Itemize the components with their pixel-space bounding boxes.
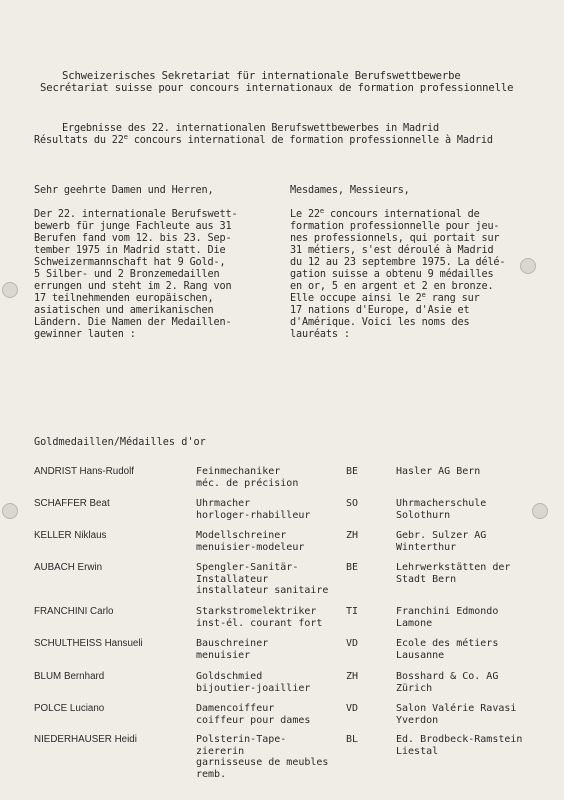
medalist-name: KELLER Niklaus [34, 530, 107, 541]
punch-hole-bottom [2, 503, 18, 519]
german-line-5: Schweizermannschaft hat 9 Gold-, [34, 257, 226, 268]
french-salutation: Mesdames, Messieurs, [290, 185, 410, 196]
french-line-b-3: lauréats : [290, 329, 350, 340]
french-line-a-6: en or, 5 en argent et 2 en bronze. [290, 281, 494, 292]
punch-hole-bottom-right [532, 503, 548, 519]
german-line-7: errungen und steht im 2. Rang von [34, 281, 232, 292]
medalist-name: AUBACH Erwin [34, 562, 103, 573]
header-line-2: Secrétariat suisse pour concours internationaux de formation professionnelle [40, 82, 514, 94]
french-line-b-1: 17 nations d'Europe, d'Asie et [290, 305, 470, 316]
medalist-canton: TI [346, 606, 359, 617]
medalist-profession: Damencoiffeur coiffeur pour dames [196, 703, 311, 726]
german-line-2: bewerb für junge Fachleute aus 31 [34, 221, 232, 232]
german-salutation: Sehr geehrte Damen und Herren, [34, 185, 214, 196]
german-line-10: Ländern. Die Namen der Medaillen- [34, 317, 232, 328]
punch-hole-top [2, 282, 18, 298]
medalist-profession: Modellschreiner menuisier-modeleur [196, 530, 305, 553]
french-line-a-5: gation suisse a obtenu 9 médailles [290, 269, 494, 280]
german-line-1: Der 22. internationale Berufswett- [34, 209, 238, 220]
german-line-11: gewinner lauten : [34, 329, 136, 340]
punch-hole-top-right [520, 258, 536, 274]
medalist-name: SCHAFFER Beat [34, 498, 110, 509]
french-line-a-4: du 12 au 23 septembre 1975. La délé- [290, 257, 506, 268]
french-line-a-1: formation professionnelle pour jeu- [290, 221, 500, 232]
medalist-employer: Franchini Edmondo Lamone [396, 606, 499, 629]
medalist-canton: BL [346, 734, 359, 745]
medalist-profession: Starkstromelektriker inst-él. courant fort [196, 606, 323, 629]
medalist-canton: ZH [346, 671, 359, 682]
medalist-name: ANDRIST Hans-Rudolf [34, 466, 134, 477]
medalist-employer: Uhrmacherschule Solothurn [396, 498, 487, 521]
medalist-canton: SO [346, 498, 359, 509]
french-line-a-2: nes professionnels, qui portait sur [290, 233, 500, 244]
medalist-employer: Ed. Brodbeck-Ramstein Liestal [396, 734, 523, 757]
medalist-employer: Bosshard & Co. AG Zürich [396, 671, 499, 694]
title-line-2: Résultats du 22e concours international de formation professionnelle à Madrid [34, 133, 493, 146]
medalist-employer: Hasler AG Bern [396, 466, 481, 477]
section-title: Goldmedaillen/Médailles d'or [34, 437, 206, 448]
medalist-name: POLCE Luciano [34, 703, 105, 714]
medalist-name: FRANCHINI Carlo [34, 606, 114, 617]
header-line-1: Schweizerisches Sekretariat für internationale Berufswettbewerbe [62, 70, 461, 82]
french-line-a-3: 31 métiers, s'est déroulé à Madrid [290, 245, 494, 256]
medalist-profession: Uhrmacher horloger-rhabilleur [196, 498, 311, 521]
medalist-employer: Gebr. Sulzer AG Winterthur [396, 530, 487, 553]
medalist-canton: VD [346, 703, 359, 714]
french-line-1: Le 22e concours international de [290, 207, 480, 220]
medalist-employer: Lehrwerkstätten der Stadt Bern [396, 562, 511, 585]
medalist-canton: ZH [346, 530, 359, 541]
medalist-name: BLUM Bernhard [34, 671, 105, 682]
german-line-9: asiatischen und amerikanischen [34, 305, 214, 316]
german-line-3: Berufen fand vom 12. bis 23. Sep- [34, 233, 232, 244]
title-line-1: Ergebnisse des 22. internationalen Berufswettbewerbes in Madrid [62, 123, 439, 134]
medalist-profession: Spengler-Sanitär- Installateur installateur sanitaire [196, 562, 329, 596]
medalist-profession: Bauschreiner menuisier [196, 638, 269, 661]
medalist-profession: Goldschmied bijoutier-joaillier [196, 671, 311, 694]
medalist-employer: Salon Valérie Ravasi Yverdon [396, 703, 517, 726]
medalist-canton: BE [346, 466, 359, 477]
medalist-canton: BE [346, 562, 359, 573]
french-line-8: Elle occupe ainsi le 2e rang sur [290, 291, 480, 304]
medalist-profession: Polsterin-Tape- ziererin garnisseuse de meubles remb. [196, 734, 329, 780]
french-line-b-2: d'Amérique. Voici les noms des [290, 317, 470, 328]
medalist-profession: Feinmechaniker méc. de précision [196, 466, 299, 489]
medalist-name: NIEDERHAUSER Heidi [34, 734, 137, 745]
medalist-employer: Ecole des métiers Lausanne [396, 638, 499, 661]
medalist-name: SCHULTHEISS Hansueli [34, 638, 143, 649]
medalist-canton: VD [346, 638, 359, 649]
german-line-8: 17 teilnehmenden europäischen, [34, 293, 214, 304]
german-line-4: tember 1975 in Madrid statt. Die [34, 245, 226, 256]
german-line-6: 5 Silber- und 2 Bronzemedaillen [34, 269, 220, 280]
